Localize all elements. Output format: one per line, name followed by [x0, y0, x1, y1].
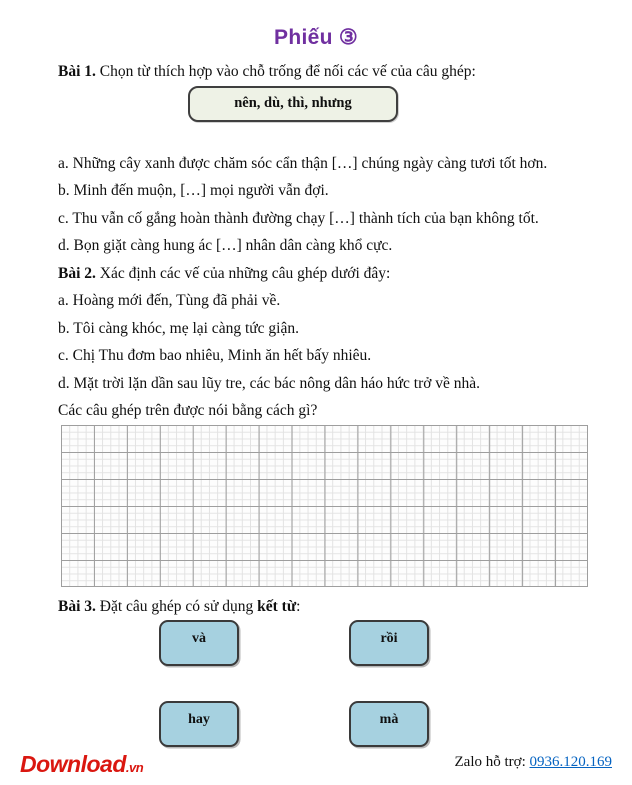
- exercise2-item-a: a. Hoàng mới đến, Tùng đã phải về.: [58, 292, 281, 309]
- downloadvn-logo: [20, 752, 143, 780]
- support-phone-link[interactable]: 0936.120.169: [529, 754, 612, 770]
- exercise2-item-b: b. Tôi càng khóc, mẹ lại càng tức giận.: [58, 319, 299, 337]
- exercise2-instruction: Xác định các vế của những câu ghép dưới đây:: [95, 264, 391, 282]
- handwriting-grid-area[interactable]: [61, 425, 588, 587]
- connector-box-roi: [349, 620, 429, 666]
- exercise3-heading: [58, 593, 618, 621]
- connector-box-hay: [159, 701, 239, 747]
- exercise1-items: [0, 150, 632, 260]
- exercise2-item-c: c. Chị Thu đơm bao nhiêu, Minh ăn hết bấy nhiêu.: [58, 347, 372, 364]
- exercise2-heading: [58, 260, 618, 288]
- exercise3-number: Bài 3.: [58, 597, 96, 615]
- exercise3-instruction: Đặt câu ghép có sử dụng: [95, 597, 258, 615]
- exercise1-number: Bài 1.: [58, 63, 96, 80]
- connector-label-ma: mà: [379, 712, 399, 727]
- exercise1-item-c: c. Thu vẫn cố gắng hoàn thành đường chạy […] thành tích của bạn không tốt.: [58, 209, 539, 227]
- support-label: Zalo hỗ trợ:: [454, 754, 530, 770]
- exercise2-items: [0, 287, 632, 425]
- exercise3-colon: :: [296, 597, 301, 615]
- connector-row-2: [159, 701, 632, 747]
- logo-main-text: Download: [20, 751, 126, 777]
- word-bank-text: nên, dù, thì, nhưng: [234, 95, 352, 111]
- logo-suffix-text: .vn: [125, 760, 144, 775]
- exercise1-item-d: d. Bọn giặt càng hung ác […] nhân dân càng khổ cực.: [58, 237, 393, 254]
- exercise1-item-a: a. Những cây xanh được chăm sóc cẩn thận […] chúng ngày càng tươi tốt hơn.: [58, 154, 548, 172]
- exercise1-instruction: Chọn từ thích hợp vào chỗ trống để nối các vế của câu ghép:: [95, 63, 476, 80]
- connector-label-hay: hay: [188, 712, 210, 727]
- connector-box-va: [159, 620, 239, 666]
- page-title: Phiếu ③: [274, 26, 358, 49]
- zalo-support: [455, 754, 613, 771]
- connector-box-ma: [349, 701, 429, 747]
- exercise3-keyword: kết từ: [257, 597, 297, 615]
- exercise1-heading: [58, 58, 618, 86]
- connector-label-roi: rồi: [380, 631, 398, 646]
- connector-label-va: và: [192, 631, 206, 646]
- connector-row-1: [159, 620, 632, 666]
- exercise2-item-d: d. Mặt trời lặn dần sau lũy tre, các bác nông dân háo hức trở về nhà.: [58, 374, 481, 392]
- exercise1-item-b: b. Minh đến muộn, […] mọi người vẫn đợi.: [58, 182, 329, 199]
- exercise2-question: Các câu ghép trên được nói bằng cách gì?: [58, 402, 318, 419]
- word-bank-box: [188, 86, 398, 122]
- exercise2-number: Bài 2.: [58, 264, 96, 282]
